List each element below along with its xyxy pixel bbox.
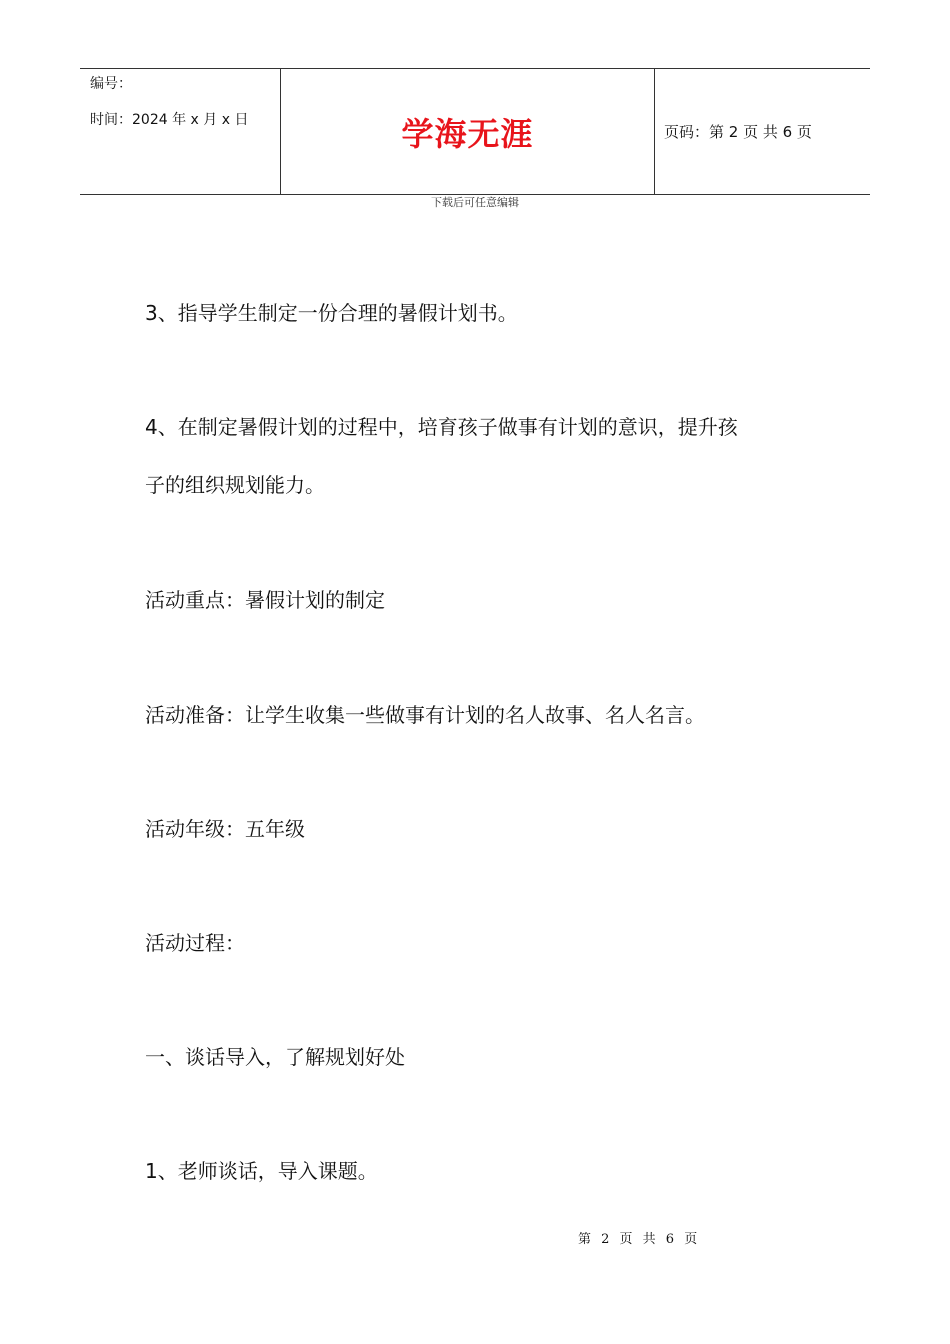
document-header <box>80 68 870 195</box>
page-info: 页码：第 2 页 共 6 页 <box>664 123 812 141</box>
step-1: 1、老师谈话，导入课题。 <box>145 1159 378 1183</box>
header-middle-cell <box>281 69 655 194</box>
activity-process: 活动过程： <box>145 931 245 955</box>
activity-grade: 活动年级：五年级 <box>145 817 305 841</box>
number-label: 编号： <box>90 76 132 92</box>
paragraph-3: 3、指导学生制定一份合理的暑假计划书。 <box>145 301 518 325</box>
activity-focus: 活动重点：暑假计划的制定 <box>145 588 385 612</box>
time-label: 时间：2024 年 x 月 x 日 <box>90 112 249 128</box>
paragraph-4-line-1: 4、在制定暑假计划的过程中，培育孩子做事有计划的意识，提升孩 <box>145 415 738 439</box>
section-heading-1: 一、谈话导入，了解规划好处 <box>145 1045 405 1069</box>
brand-title: 学海无涯 <box>401 114 534 153</box>
activity-preparation: 活动准备：让学生收集一些做事有计划的名人故事、名人名言。 <box>145 703 705 727</box>
header-right-cell <box>655 69 870 194</box>
paragraph-4-line-2: 子的组织规划能力。 <box>145 473 325 497</box>
page-footer: 第 2 页 共 6 页 <box>578 1232 701 1247</box>
header-left-cell <box>80 69 281 194</box>
edit-note: 下载后可任意编辑 <box>431 196 519 209</box>
